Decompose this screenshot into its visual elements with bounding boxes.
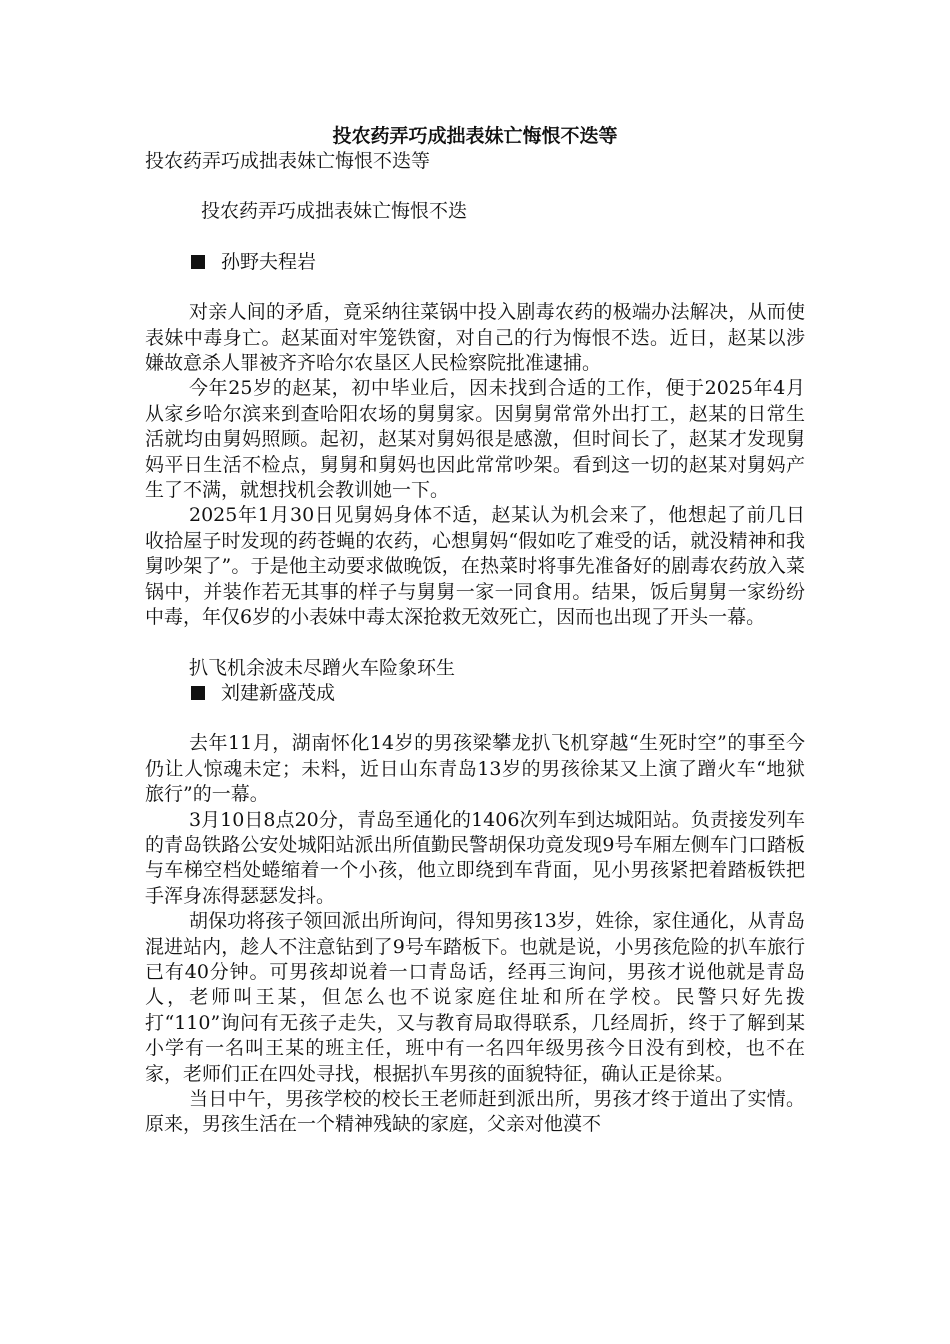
document-body <box>145 149 805 1138</box>
article-1-title: 投农药弄巧成拙表妹亡悔恨不迭 <box>201 200 468 223</box>
document-subtitle: 投农药弄巧成拙表妹亡悔恨不迭等 <box>145 150 431 172</box>
article-1-paragraph: 今年25岁的赵某，初中毕业后，因未找到合适的工作，便于2025年4月从家乡哈尔滨来到查哈阳农场的舅舅家。因舅舅常常外出打工，赵某的日常生活就均由舅妈照顾。起初，赵某对舅妈很是感激，但时间长了，赵某才发现舅妈平日生活不检点，舅舅和舅妈也因此常常吵架。看到这一切的赵某对舅妈产生了不满，就想找机会教训她一下。 <box>145 377 805 502</box>
article-1-paragraph: 2025年1月30日见舅妈身体不适，赵某认为机会来了，他想起了前几日收拾屋子时发现的药苍蝇的农药，心想舅妈“假如吃了难受的话，就没精神和我舅吵架了”。于是他主动要求做晚饭，在热菜时将事先准备好的剧毒农药放入菜锅中，并装作若无其事的样子与舅舅一家一同食用。结果，饭后舅舅一家纷纷中毒，年仅6岁的小表妹中毒太深抢救无效死亡，因而也出现了开头一幕。 <box>145 504 805 629</box>
article-2-title: 扒飞机余波未尽蹭火车险象环生 <box>189 656 456 679</box>
black-square-icon <box>191 255 205 269</box>
document-title: 投农药弄巧成拙表妹亡悔恨不迭等 <box>332 125 618 147</box>
article-1-byline <box>145 250 805 275</box>
article-1-paragraph: 对亲人间的矛盾，竟采纳往菜锅中投入剧毒农药的极端办法解决，从而使表妹中毒身亡。赵某面对牢笼铁窗，对自己的行为悔恨不迭。近日，赵某以涉嫌故意杀人罪被齐齐哈尔农垦区人民检察院批准逮捕。 <box>145 301 805 375</box>
spacer <box>145 631 805 656</box>
article-2-paragraph: 当日中午，男孩学校的校长王老师赶到派出所，男孩才终于道出了实情。原来，男孩生活在一个精神残缺的家庭，父亲对他漠不 <box>145 1088 805 1136</box>
article-2-paragraph: 3月10日8点20分，青岛至通化的1406次列车到达城阳站。负责接发列车的青岛铁路公安处城阳站派出所值勤民警胡保功竟发现9号车厢左侧车门口踏板与车梯空档处蜷缩着一个小孩，他立即绕到车背面，见小男孩紧把着踏板铁把手浑身冻得瑟瑟发抖。 <box>145 808 805 907</box>
article-1-byline-text: 孙野夫程岩 <box>221 250 317 273</box>
spacer <box>145 225 805 250</box>
spacer <box>145 275 805 300</box>
article-2-byline-text: 刘建新盛茂成 <box>221 681 336 704</box>
article-2-byline <box>145 681 805 706</box>
black-square-icon <box>191 686 205 700</box>
article-2-paragraph: 去年11月，湖南怀化14岁的男孩梁攀龙扒飞机穿越“生死时空”的事至今仍让人惊魂未定；未料，近日山东青岛13岁的男孩徐某又上演了蹭火车“地狱旅行”的一幕。 <box>145 732 805 806</box>
spacer <box>145 174 805 199</box>
article-2-paragraph: 胡保功将孩子领回派出所询问，得知男孩13岁，姓徐，家住通化，从青岛混进站内，趁人不注意钻到了9号车踏板下。也就是说，小男孩危险的扒车旅行已有40分钟。可男孩却说着一口青岛话，经再三询问，男孩才说他就是青岛人，老师叫王某，但怎么也不说家庭住址和所在学校。民警只好先拨打“110”询问有无孩子走失，又与教育局取得联系，几经周折，终于了解到某小学有一名叫王某的班主任，班中有一名四年级男孩今日没有到校，也不在家，老师们正在四处寻找，根据扒车男孩的面貌特征，确认正是徐某。 <box>145 910 805 1085</box>
spacer <box>145 706 805 731</box>
